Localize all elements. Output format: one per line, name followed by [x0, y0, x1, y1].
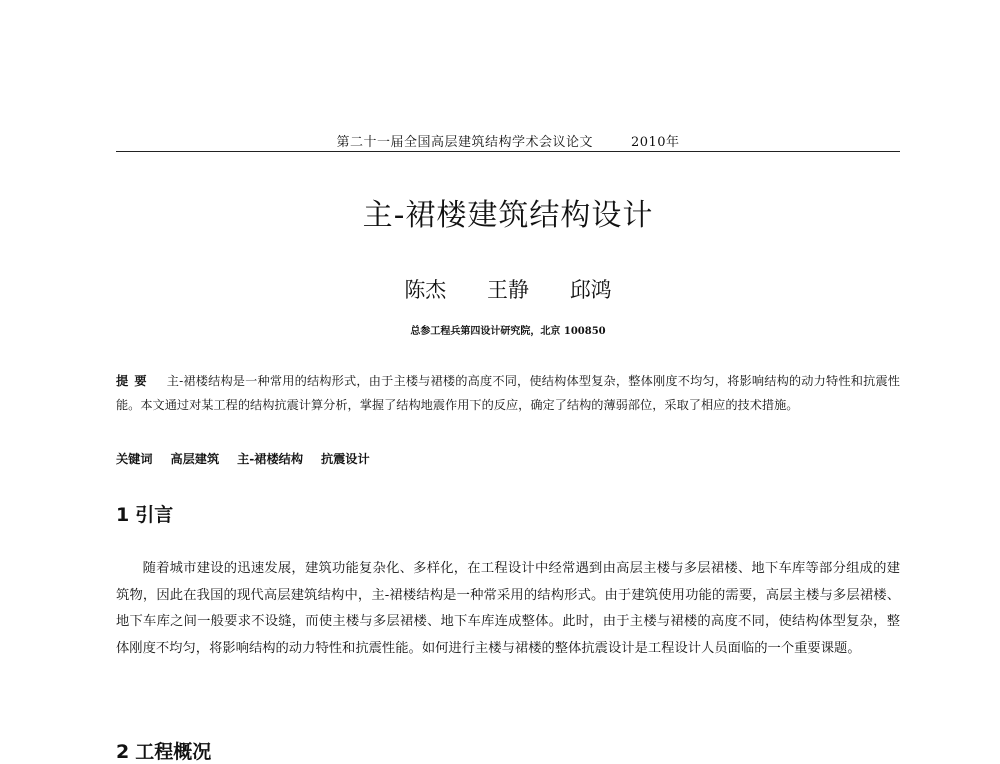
section-title: 引言	[135, 504, 174, 526]
keyword: 主-裙楼结构	[237, 452, 304, 466]
paper-title: 主-裙楼建筑结构设计	[362, 198, 654, 233]
abstract	[116, 369, 900, 417]
section-paragraph: 随着城市建设的迅速发展，建筑功能复杂化、多样化，在工程设计中经常遇到由高层主楼与多层裙楼、地下车库等部分组成的建筑物，因此在我国的现代高层建筑结构中，主-裙楼结构是一种常采用的结构形式。由于建筑使用功能的需要，高层主楼与多层裙楼、地下车库之间一般要求不设缝，而使主楼与多层裙楼、地下车库连成整体。此时，由于主楼与裙楼的高度不同，使结构体型复杂，整体刚度不均匀，将影响结构的动力特性和抗震性能。如何进行主楼与裙楼的整体抗震设计是工程设计人员面临的一个重要课题。	[116, 561, 900, 656]
author: 陈杰	[404, 278, 447, 302]
keywords	[116, 449, 900, 469]
keyword: 抗震设计	[320, 452, 370, 466]
abstract-label: 提要	[116, 374, 153, 388]
author-list	[116, 274, 900, 304]
author: 邱鸿	[569, 278, 612, 302]
keywords-label: 关键词	[116, 452, 153, 466]
section-number: 2	[116, 741, 130, 763]
section-title: 工程概况	[135, 741, 212, 763]
header-rule	[116, 151, 900, 152]
section-heading	[116, 500, 173, 527]
section-number: 1	[116, 504, 130, 526]
keyword: 高层建筑	[170, 452, 220, 466]
affiliation: 总参工程兵第四设计研究院，北京 100850	[410, 326, 606, 337]
author: 王静	[487, 278, 529, 302]
abstract-text: 主-裙楼结构是一种常用的结构形式，由于主楼与裙楼的高度不同，使结构体型复杂，整体刚度不均匀，将影响结构的动力特性和抗震性能。本文通过对某工程的结构抗震计算分析，掌握了结构地震作用下的反应，确定了结构的薄弱部位，采取了相应的技术措施。	[116, 374, 900, 412]
conference-name: 第二十一届全国高层建筑结构学术会议论文	[336, 135, 593, 150]
running-header	[116, 131, 900, 150]
conference-year: 2010年	[630, 135, 680, 150]
